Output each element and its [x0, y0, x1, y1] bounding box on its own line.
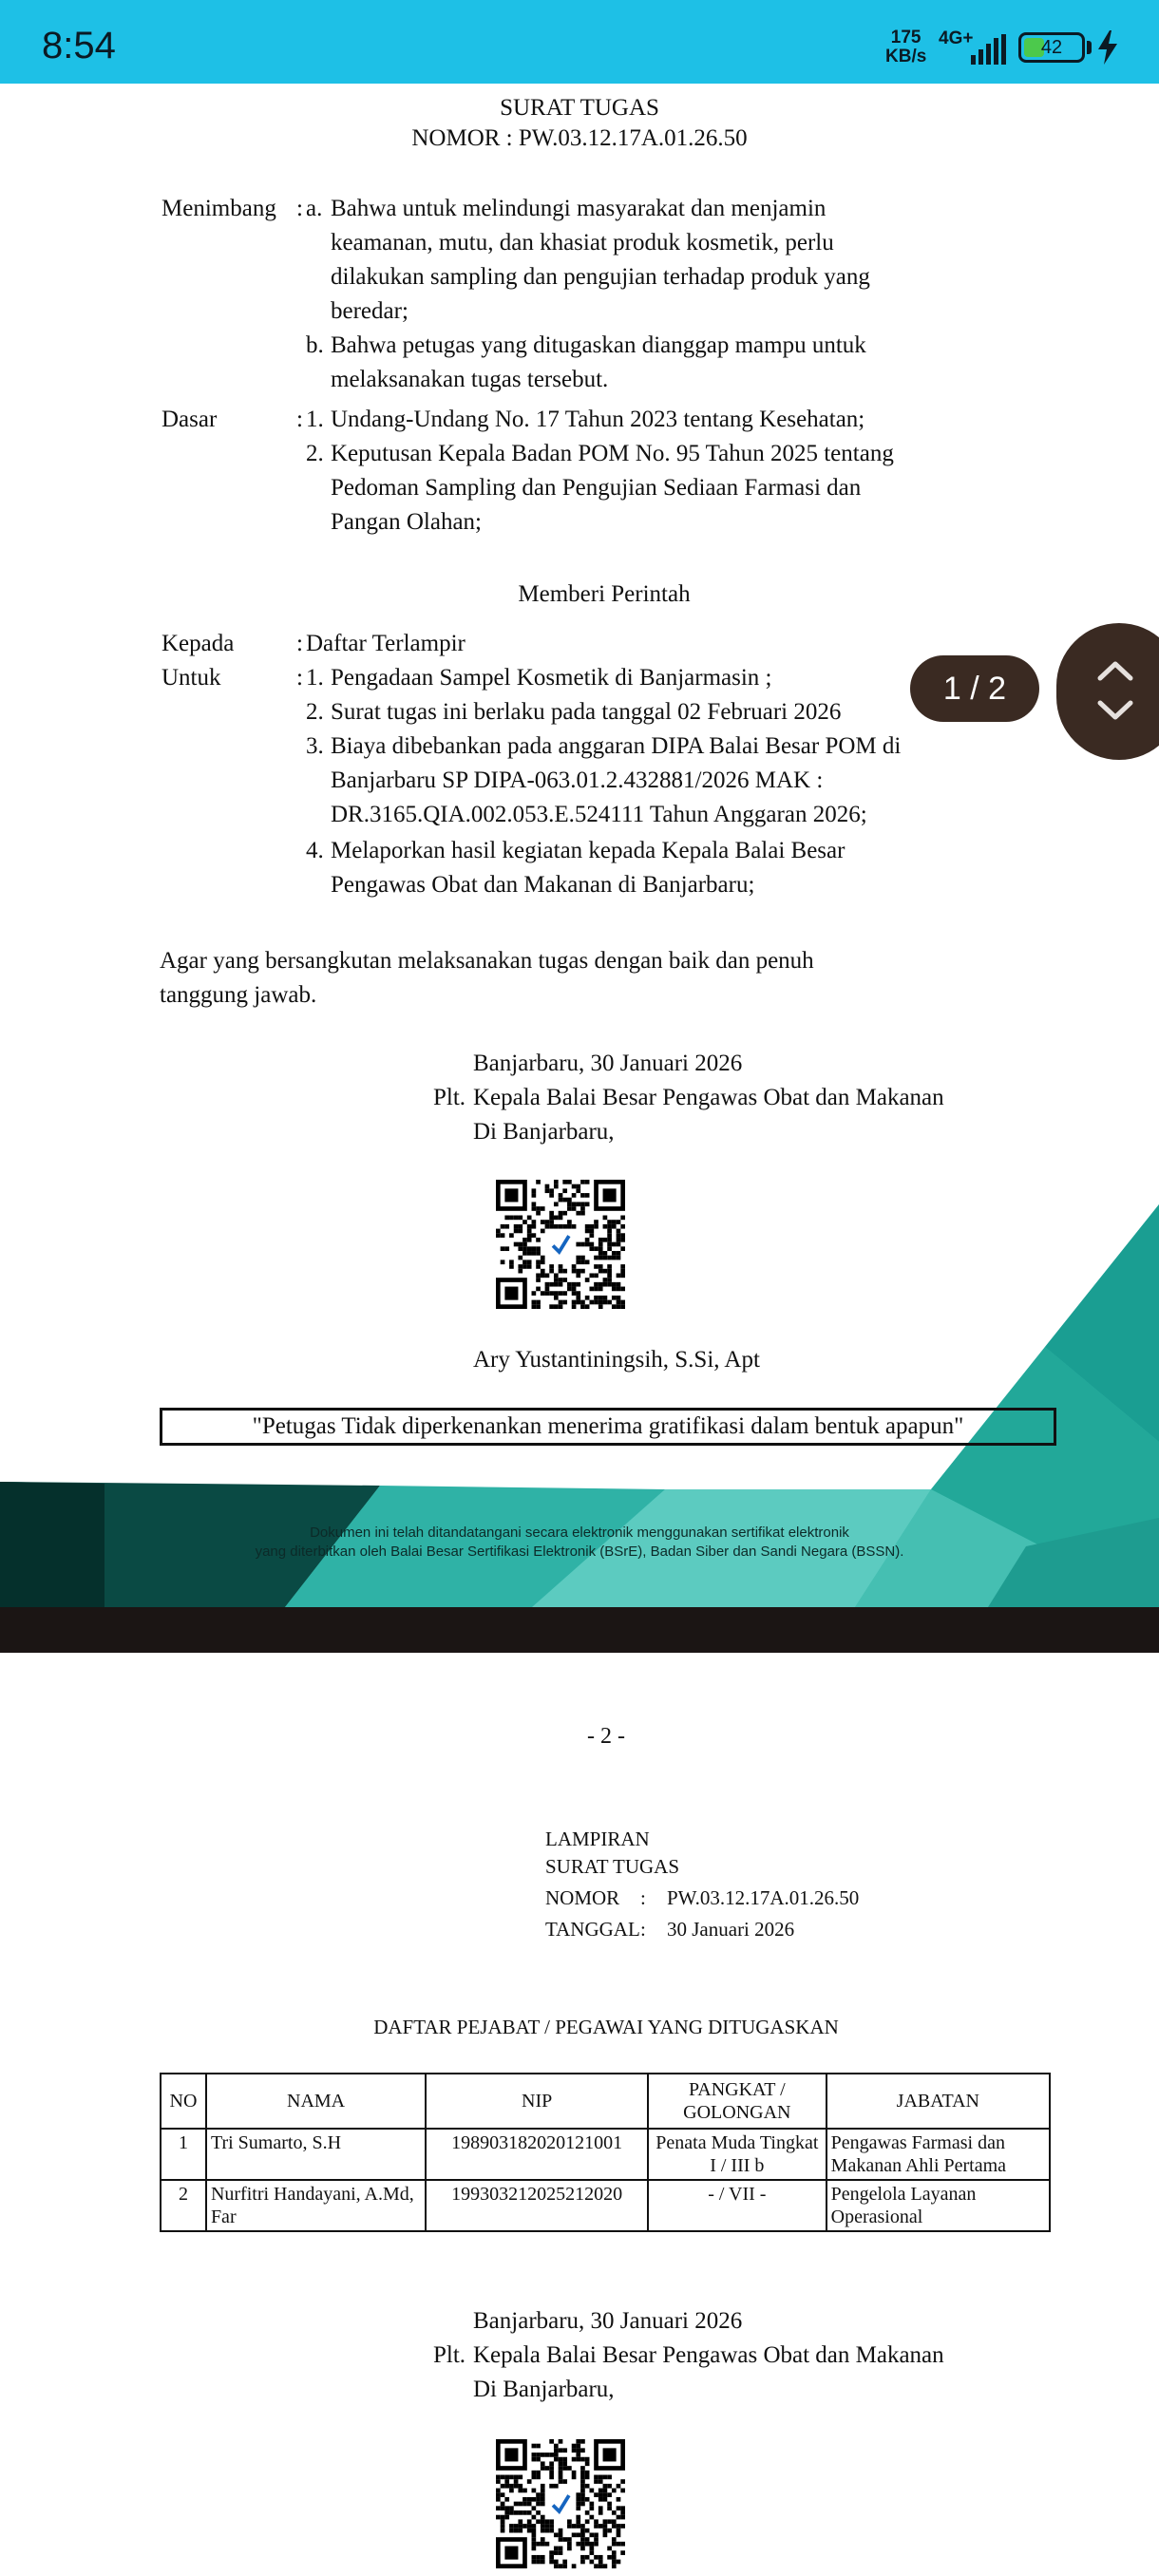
kepada-value: Daftar Terlampir	[306, 631, 466, 656]
kepada-label: Kepada	[162, 631, 235, 656]
page-indicator[interactable]: 1 / 2	[910, 655, 1039, 722]
untuk-2-marker: 2.	[306, 699, 324, 725]
chevron-down-icon[interactable]	[1096, 699, 1134, 722]
assignee-table	[160, 2073, 1051, 2232]
battery-icon	[1018, 32, 1085, 63]
untuk-colon: :	[296, 665, 303, 691]
qr-code-signature	[496, 1180, 625, 1309]
page-gap	[0, 1655, 1159, 1662]
table-cell-pangkat: - / VII -	[648, 2180, 826, 2231]
text-line: beredar;	[331, 298, 408, 324]
column-header: NIP	[426, 2074, 648, 2129]
menimbang-label: Menimbang	[162, 196, 276, 221]
memberi-perintah-heading: Memberi Perintah	[518, 581, 691, 607]
dasar-1-marker: 1.	[306, 407, 324, 432]
text-line: Bahwa petugas yang ditugaskan dianggap mampu untuk	[331, 332, 866, 358]
page-bottom-band	[0, 1607, 1159, 1653]
text-line: Pengawas Obat dan Makanan di Banjarbaru;	[331, 872, 755, 898]
column-header: NAMA	[206, 2074, 426, 2129]
untuk-4-text	[331, 834, 1047, 902]
untuk-1-marker: 1.	[306, 665, 324, 691]
battery-cap	[1087, 41, 1092, 54]
table-row	[161, 2129, 1050, 2180]
text-line: Melaporkan hasil kegiatan kepada Kepala Balai Besar	[331, 838, 846, 863]
page-number: - 2 -	[587, 1724, 625, 1749]
kepada-colon: :	[296, 631, 303, 656]
text-line: Biaya dibebankan pada anggaran DIPA Balai Besar POM di	[331, 733, 902, 759]
table-cell-jabatan: Pengelola Layanan Operasional	[826, 2180, 1050, 2231]
untuk-2-text: Surat tugas ini berlaku pada tanggal 02 Februari 2026	[331, 699, 842, 725]
dasar-colon: :	[296, 407, 303, 432]
untuk-3-text	[331, 729, 1047, 832]
menimbang-b-text	[331, 329, 1047, 397]
text-line: DR.3165.QIA.002.053.E.524111 Tahun Anggaran 2026;	[331, 802, 867, 827]
menimbang-colon: :	[296, 196, 303, 221]
table-cell-nip: 199303212025212020	[426, 2180, 648, 2231]
table-cell-jabatan: Pengawas Farmasi dan Makanan Ahli Pertama	[826, 2129, 1050, 2180]
plt-label: Plt.	[433, 1085, 466, 1110]
document-number: NOMOR : PW.03.12.17A.01.26.50	[411, 125, 748, 151]
signer-title-2: Kepala Balai Besar Pengawas Obat dan Makanan	[473, 2342, 944, 2368]
lampiran-label: LAMPIRAN	[545, 1828, 650, 1850]
untuk-3-marker: 3.	[306, 733, 324, 759]
lampiran-nomor-label: NOMOR	[545, 1886, 620, 1909]
table-cell-no: 1	[161, 2129, 206, 2180]
dasar-2-marker: 2.	[306, 441, 324, 466]
text-line: yang diterbitkan oleh Balai Besar Sertifikasi Elektronik (BSrE), Badan Siber dan Sandi Negara (BSSN).	[255, 1544, 904, 1560]
battery-level: 42	[1040, 37, 1063, 58]
table-cell-nip: 198903182020121001	[426, 2129, 648, 2180]
text-line: Pedoman Sampling dan Pengujian Sediaan Farmasi dan	[331, 475, 862, 501]
network-speed	[885, 28, 926, 66]
qr-code-signature-2	[496, 2439, 625, 2568]
column-header: PANGKAT / GOLONGAN	[648, 2074, 826, 2129]
signer-location-2: Di Banjarbaru,	[473, 2377, 615, 2402]
dasar-label: Dasar	[162, 407, 218, 432]
lampiran-nomor-sep: :	[640, 1886, 646, 1909]
document-page-1	[0, 84, 1159, 1655]
table-row	[161, 2180, 1050, 2231]
signer-title: Kepala Balai Besar Pengawas Obat dan Makanan	[473, 1085, 944, 1110]
menimbang-a-text	[331, 192, 1047, 329]
untuk-1-text: Pengadaan Sampel Kosmetik di Banjarmasin ;	[331, 665, 772, 691]
place-date: Banjarbaru, 30 Januari 2026	[473, 1051, 743, 1076]
page-scroll-button[interactable]	[1056, 623, 1159, 760]
menimbang-b-marker: b.	[306, 332, 324, 358]
signal-icon	[969, 34, 1007, 65]
text-line: Bahwa untuk melindungi masyarakat dan menjamin	[331, 196, 826, 221]
plt-label-2: Plt.	[433, 2342, 466, 2368]
text-line: dilakukan sampling dan pengujian terhadap produk yang	[331, 264, 870, 290]
signer-location: Di Banjarbaru,	[473, 1119, 615, 1145]
table-cell-no: 2	[161, 2180, 206, 2231]
text-line: Keputusan Kepala Badan POM No. 95 Tahun 2025 tentang	[331, 441, 894, 466]
esign-note	[0, 1524, 1159, 1562]
untuk-label: Untuk	[162, 665, 221, 691]
status-bar	[0, 0, 1159, 84]
table-cell-nama: Nurfitri Handayani, A.Md, Far	[206, 2180, 426, 2231]
text-line: keamanan, mutu, dan khasiat produk kosmetik, perlu	[331, 230, 834, 256]
lampiran-tanggal-label: TANGGAL	[545, 1918, 640, 1941]
network-speed-unit: KB/s	[885, 47, 927, 66]
dasar-1-text: Undang-Undang No. 17 Tahun 2023 tentang Kesehatan;	[331, 407, 865, 432]
lampiran-surat-tugas: SURAT TUGAS	[545, 1855, 680, 1878]
text-line: melaksanakan tugas tersebut.	[331, 367, 609, 392]
text-line: Banjarbaru SP DIPA-063.01.2.432881/2026 MAK :	[331, 767, 824, 793]
signer-name: Ary Yustantiningsih, S.Si, Apt	[473, 1347, 760, 1373]
column-header: JABATAN	[826, 2074, 1050, 2129]
place-date-2: Banjarbaru, 30 Januari 2026	[473, 2308, 743, 2334]
table-cell-pangkat: Penata Muda Tingkat I / III b	[648, 2129, 826, 2180]
clock: 8:54	[42, 25, 116, 66]
text-line: Pangan Olahan;	[331, 509, 482, 535]
network-speed-value: 175	[890, 28, 922, 47]
list-title: DAFTAR PEJABAT / PEGAWAI YANG DITUGASKAN	[373, 2016, 839, 2038]
dasar-2-text	[331, 437, 1047, 540]
lampiran-nomor-value: PW.03.12.17A.01.26.50	[667, 1886, 860, 1909]
table-cell-nama: Tri Sumarto, S.H	[206, 2129, 426, 2180]
lampiran-tanggal-sep: :	[640, 1918, 646, 1941]
lampiran-tanggal-value: 30 Januari 2026	[667, 1918, 795, 1941]
text-line: tanggung jawab.	[160, 982, 317, 1008]
network-type: 4G+	[939, 28, 974, 48]
menimbang-a-marker: a.	[306, 196, 323, 221]
gratifikasi-notice: "Petugas Tidak diperkenankan menerima gratifikasi dalam bentuk apapun"	[160, 1408, 1056, 1446]
closing-paragraph	[160, 944, 1051, 1013]
table-header-row	[161, 2074, 1050, 2129]
chevron-up-icon[interactable]	[1096, 659, 1134, 682]
column-header: NO	[161, 2074, 206, 2129]
text-line: Dokumen ini telah ditandatangani secara elektronik menggunakan sertifikat elektronik	[310, 1525, 849, 1541]
document-title: SURAT TUGAS	[500, 95, 659, 121]
text-line: Agar yang bersangkutan melaksanakan tugas dengan baik dan penuh	[160, 948, 814, 974]
untuk-4-marker: 4.	[306, 838, 324, 863]
charging-bolt-icon	[1096, 30, 1119, 65]
